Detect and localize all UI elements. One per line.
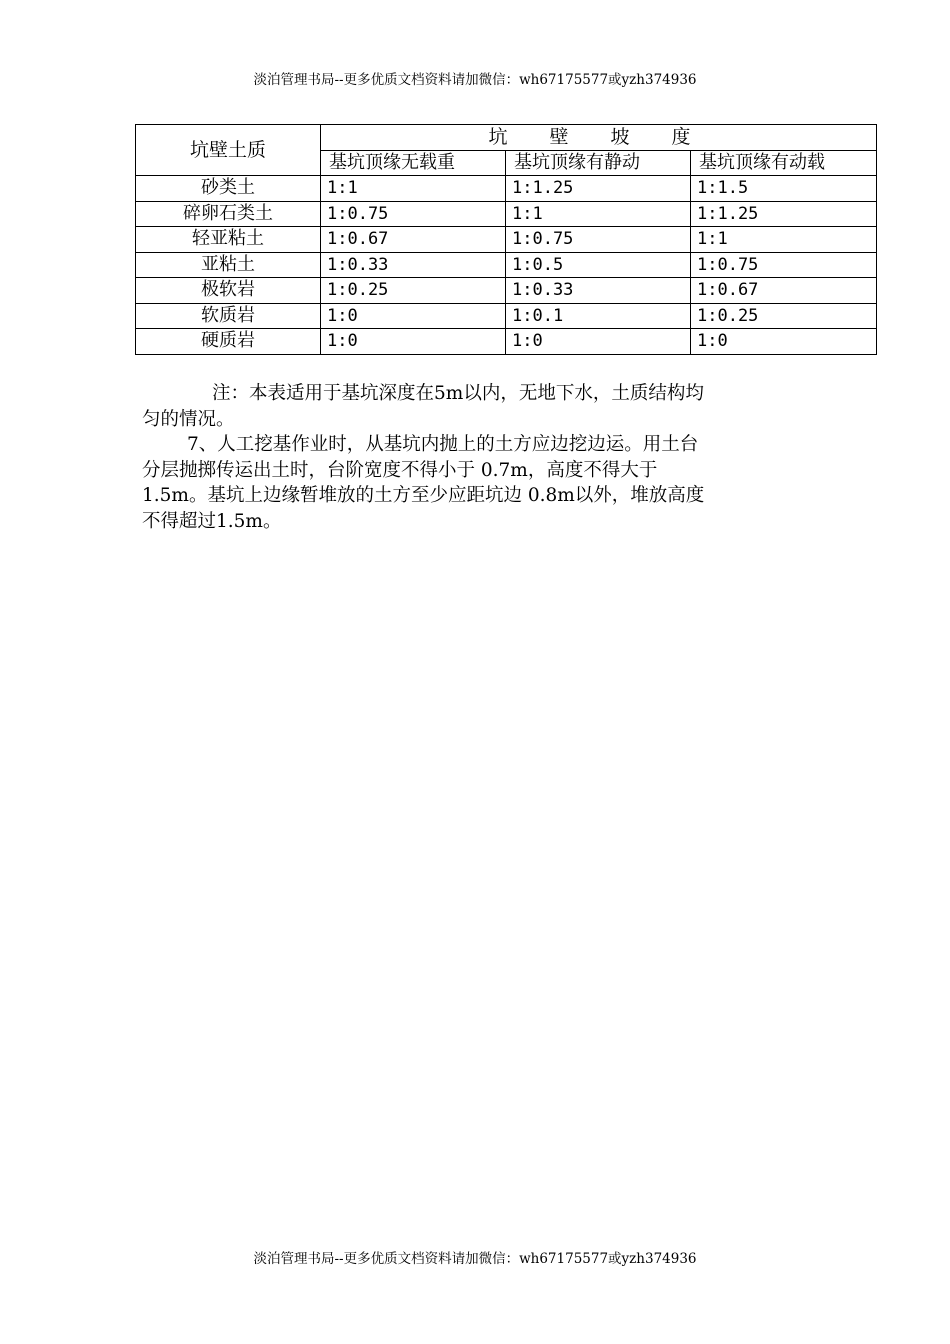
value-cell: 1:0 [691, 329, 877, 355]
value-cell: 1:0.25 [321, 278, 506, 304]
soil-cell: 软质岩 [136, 303, 321, 329]
subheader-static-load: 基坑顶缘有静动 [506, 150, 691, 176]
value-cell: 1:0.33 [506, 278, 691, 304]
value-cell: 1:0.67 [321, 227, 506, 253]
value-cell: 1:1 [506, 201, 691, 227]
item7-line-4: 不得超过1.5m。 [142, 510, 282, 532]
value-cell: 1:0.1 [506, 303, 691, 329]
item7-line-2: 分层抛掷传运出土时，台阶宽度不得小于 0.7m，高度不得大于 [142, 459, 658, 481]
page-header: 淡泊管理书局--更多优质文档资料请加微信：wh67175577或yzh374936 [253, 72, 697, 88]
value-cell: 1:1.25 [691, 201, 877, 227]
note-line-1: 注：本表适用于基坑深度在5m以内，无地下水，土质结构均 [212, 383, 704, 404]
table-row [136, 252, 877, 278]
value-cell: 1:1 [691, 227, 877, 253]
item7-line-3: 1.5m。基坑上边缘暂堆放的土方至少应距坑边 0.8m以外，堆放高度 [142, 485, 705, 506]
soil-cell: 碎卵石类土 [136, 201, 321, 227]
soil-cell: 硬质岩 [136, 329, 321, 355]
value-cell: 1:0.33 [321, 252, 506, 278]
value-cell: 1:0.75 [506, 227, 691, 253]
value-cell: 1:0.75 [691, 252, 877, 278]
value-cell: 1:0.5 [506, 252, 691, 278]
soil-column-header: 坑壁土质 [136, 125, 321, 176]
slope-table [135, 124, 877, 355]
table-row [136, 278, 877, 304]
item7-line-1: 7、人工挖基作业时，从基坑内抛上的土方应边挖边运。用土台 [187, 434, 699, 455]
value-cell: 1:0 [321, 329, 506, 355]
table-row [136, 176, 877, 202]
note-line-2: 匀的情况。 [142, 408, 235, 430]
value-cell: 1:0.25 [691, 303, 877, 329]
soil-cell: 极软岩 [136, 278, 321, 304]
soil-cell: 砂类土 [136, 176, 321, 202]
value-cell: 1:0 [321, 303, 506, 329]
body-text [142, 381, 808, 534]
subheader-dynamic-load: 基坑顶缘有动载 [691, 150, 877, 176]
table-row [136, 303, 877, 329]
value-cell: 1:1.25 [506, 176, 691, 202]
subheader-no-load: 基坑顶缘无载重 [321, 150, 506, 176]
table-header-row [136, 125, 877, 151]
value-cell: 1:1.5 [691, 176, 877, 202]
soil-cell: 亚粘土 [136, 252, 321, 278]
table-row [136, 227, 877, 253]
value-cell: 1:0.75 [321, 201, 506, 227]
page-footer: 淡泊管理书局--更多优质文档资料请加微信：wh67175577或yzh374936 [253, 1251, 697, 1267]
value-cell: 1:0.67 [691, 278, 877, 304]
table-row [136, 201, 877, 227]
soil-cell: 轻亚粘土 [136, 227, 321, 253]
slope-group-header: 坑 壁 坡 度 [321, 125, 877, 151]
value-cell: 1:1 [321, 176, 506, 202]
table-row [136, 329, 877, 355]
value-cell: 1:0 [506, 329, 691, 355]
